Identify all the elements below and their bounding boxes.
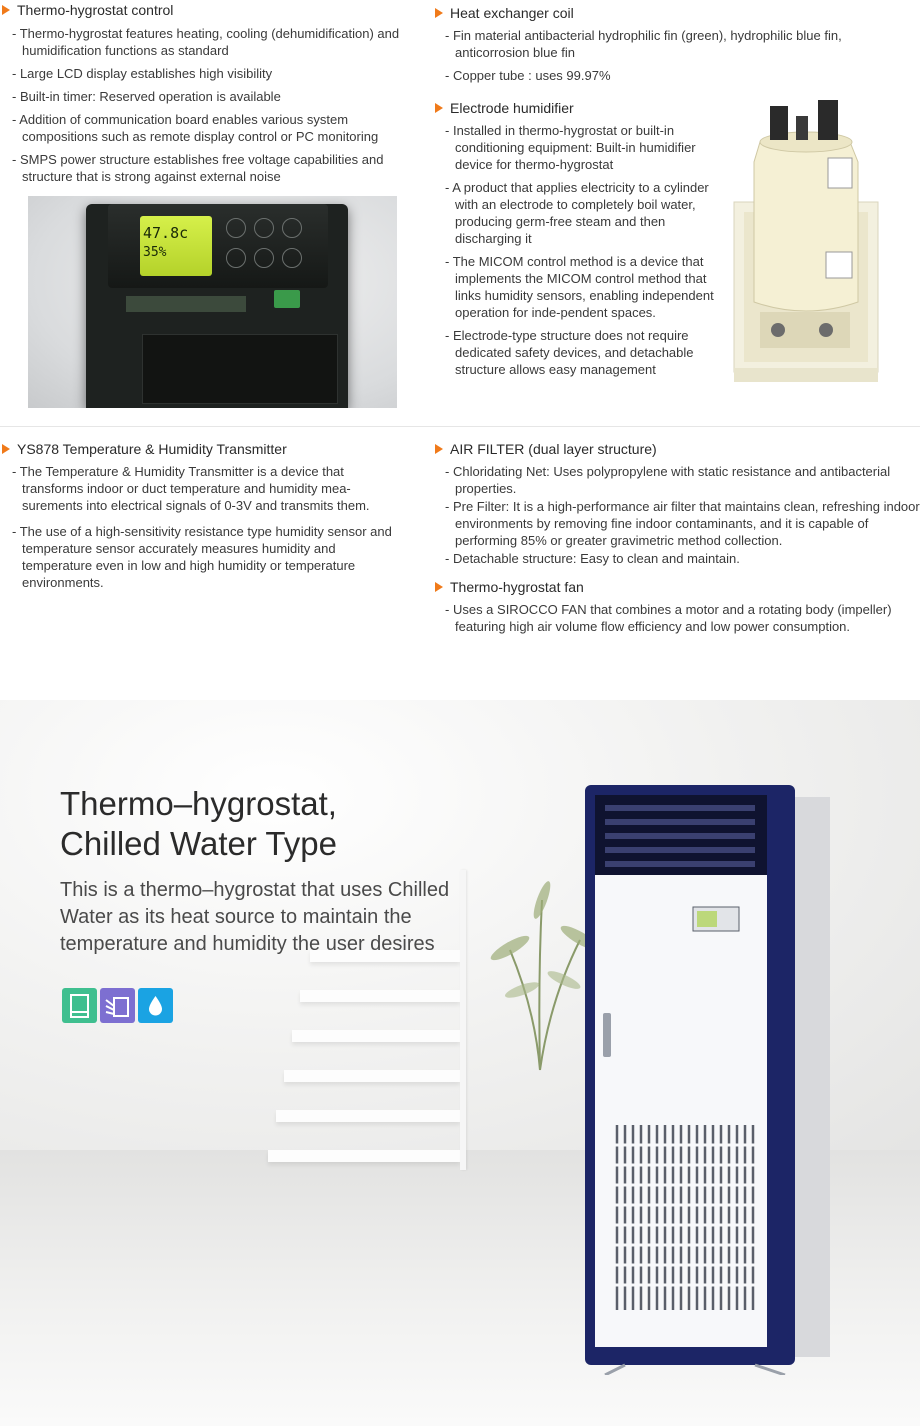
item-list [435,601,920,635]
section-title: YS878 Temperature & Humidity Transmitter [17,441,287,457]
section-fan [435,578,920,636]
bullet-triangle-icon [435,444,443,454]
list-item: - Electrode-type structure does not require dedicated safety devices, and detachable structure allows easy management [435,327,715,378]
product-unit [585,785,830,1375]
controller-button [226,218,246,238]
list-item: - Large LCD display establishes high visibility [2,65,412,82]
section-title: Electrode humidifier [450,100,574,116]
controller-button [226,248,246,268]
list-item: - A product that applies electricity to a cylinder with an electrode to completely boil water, producing germ-free steam and then discharging it [435,179,715,247]
bullet-triangle-icon [435,8,443,18]
section-heat-exchanger [435,4,855,90]
list-item: - The Temperature & Humidity Transmitter is a device that transforms indoor or duct temperature and humidity mea-surements into electrical signals of 0-3V and transmits them. [2,463,402,514]
section-electrode-humidifier [435,99,715,384]
list-item: - Chloridating Net: Uses polypropylene with static resistance and antibacterial properties. [435,463,920,497]
hero-title: Thermo–hygrostat, Chilled Water Type [60,785,337,862]
bullet-triangle-icon [435,103,443,113]
hero-banner [0,700,920,1426]
item-list [435,463,920,567]
list-item: - Built-in timer: Reserved operation is available [2,88,412,105]
section-transmitter [2,440,402,597]
list-item: - Uses a SIROCCO FAN that combines a motor and a rotating body (impeller) featuring high air volume flow efficiency and low power consumption. [435,601,920,635]
list-item: - SMPS power structure establishes free voltage capabilities and structure that is strong against external noise [2,151,412,185]
list-item: - The MICOM control method is a device that implements the MICOM control method that links humidity sensors, enabling independent operation for inde-pendent spaces. [435,253,715,321]
section-title: Thermo-hygrostat control [17,2,174,18]
item-list [2,25,412,185]
fan-icon [100,988,135,1023]
section-thermo-control [2,1,412,186]
bullet-triangle-icon [2,444,10,454]
controller-button [254,248,274,268]
section-title: Thermo-hygrostat fan [450,579,584,595]
list-item: - Detachable structure: Easy to clean and maintain. [435,550,920,567]
feature-icons [62,988,173,1023]
section-divider [0,426,920,427]
bullet-triangle-icon [435,582,443,592]
item-list [2,463,402,591]
section-title: Heat exchanger coil [450,5,574,21]
unit-icon [62,988,97,1023]
controller-photo [28,196,397,408]
lcd-temp: 47.8c [143,224,189,242]
lcd-humidity: 35% [143,245,167,260]
water-drop-icon [138,988,173,1023]
controller-button [282,218,302,238]
list-item: - Copper tube : uses 99.97% [435,67,855,84]
controller-lcd [140,216,212,276]
bullet-triangle-icon [2,5,10,15]
list-item: - The use of a high-sensitivity resistance type humidity sensor and temperature sensor accurately measures humidity and temperature even in low and high humidity or temperature environments. [2,523,402,591]
hero-description: This is a thermo–hygrostat that uses Chilled Water as its heat source to maintain the temperature and humidity the user desires [60,879,450,955]
item-list [435,122,715,378]
list-item: - Pre Filter: It is a high-performance air filter that maintains clean, refreshing indoor environments by removing fine indoor contaminants, and it is capable of performing 85% or greater gravimetric method collection. [435,498,920,549]
list-item: - Addition of communication board enables various system compositions such as remote display control or PC monitoring [2,111,412,145]
item-list [435,27,855,84]
list-item: - Thermo-hygrostat features heating, cooling (dehumidification) and humidification functions as standard [2,25,412,59]
section-air-filter [435,440,920,568]
list-item: - Fin material antibacterial hydrophilic fin (green), hydrophilic blue fin, anticorrosion blue fin [435,27,855,61]
list-item: - Installed in thermo-hygrostat or built-in conditioning equipment: Built-in humidifier device for thermo-hygrostat [435,122,715,173]
section-title: AIR FILTER (dual layer structure) [450,441,657,457]
humidifier-photo [730,92,882,386]
controller-button [254,218,274,238]
controller-button [282,248,302,268]
